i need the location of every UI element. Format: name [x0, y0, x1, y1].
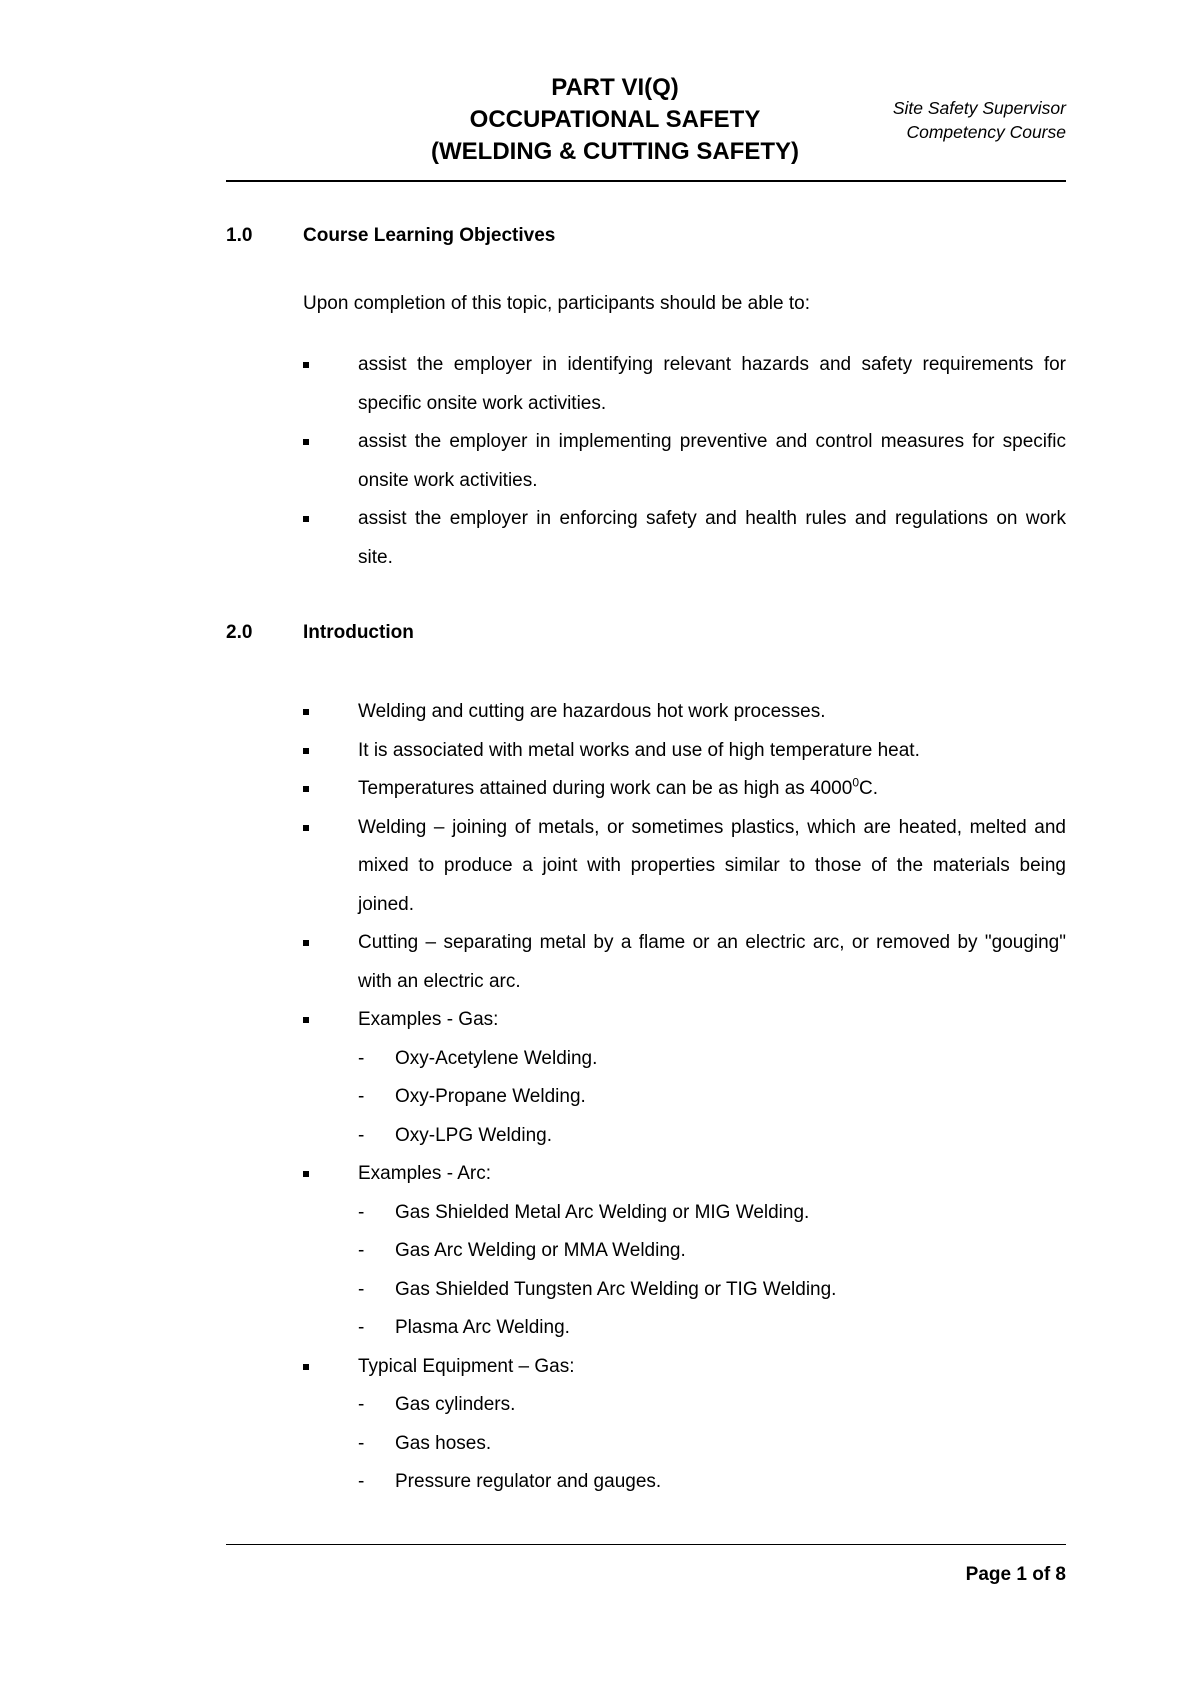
bullet-icon: [303, 786, 309, 792]
list-item-text-end: C.: [859, 778, 878, 799]
bullet-icon: [303, 516, 309, 522]
bullet-icon: [303, 439, 309, 445]
dash-marker: -: [358, 1047, 365, 1069]
bullet-icon: [303, 940, 309, 946]
list-item: [303, 346, 1066, 423]
list-item-text: assist the employer in enforcing safety and health rules and regulations on work site.: [358, 508, 1066, 568]
bullet-icon: [303, 709, 309, 715]
list-item-text: It is associated with metal works and use of high temperature heat.: [358, 739, 920, 761]
list-item: [303, 423, 1066, 500]
introduction-list: [303, 693, 1066, 1502]
section-number: 2.0: [226, 622, 253, 643]
sub-list-item: [303, 1117, 1066, 1156]
sub-list-item-text: Gas Shielded Tungsten Arc Welding or TIG Welding.: [395, 1278, 837, 1300]
list-item: [303, 809, 1066, 925]
list-item-text: Welding – joining of metals, or sometimes plastics, which are heated, melted and mixed to produce a joint with properties similar to those of the materials being joined.: [358, 816, 1066, 915]
list-item: [303, 1155, 1066, 1194]
list-item: [303, 693, 1066, 732]
course-line-1: Site Safety Supervisor: [892, 98, 1066, 118]
list-item-text: Examples - Arc:: [358, 1163, 492, 1184]
superscript: 0: [852, 775, 859, 790]
section-2-heading: [226, 620, 414, 646]
sub-list-item: [303, 1309, 1066, 1348]
sub-list-item-text: Gas Arc Welding or MMA Welding.: [395, 1240, 686, 1261]
document-title: [380, 72, 850, 168]
section-title: Introduction: [303, 622, 414, 643]
dash-marker: -: [358, 1432, 365, 1454]
title-line-1: PART VI(Q): [551, 74, 679, 101]
section-1-intro: Upon completion of this topic, participants should be able to:: [303, 293, 810, 314]
sub-list-item-text: Gas cylinders.: [395, 1394, 516, 1415]
list-item: [303, 500, 1066, 577]
list-item: [303, 1348, 1066, 1387]
dash-marker: -: [358, 1394, 365, 1415]
sub-list-item: [303, 1040, 1066, 1079]
dash-marker: -: [358, 1317, 365, 1338]
sub-list-item: [303, 1232, 1066, 1271]
sub-list-item: [303, 1425, 1066, 1464]
list-item-text: Cutting – separating metal by a flame or an electric arc, or removed by "gouging" with an electric arc.: [358, 932, 1066, 992]
header-divider: [226, 180, 1066, 182]
bullet-icon: [303, 825, 309, 831]
sub-list-item: [303, 1078, 1066, 1117]
sub-list-item: [303, 1271, 1066, 1310]
list-item: [303, 732, 1066, 771]
bullet-icon: [303, 748, 309, 754]
list-item: [303, 924, 1066, 1001]
bullet-icon: [303, 1364, 309, 1370]
list-item-text: Welding and cutting are hazardous hot work processes.: [358, 701, 826, 722]
list-item: [303, 770, 1066, 809]
dash-marker: -: [358, 1240, 365, 1261]
bullet-icon: [303, 1171, 309, 1177]
sub-list-item-text: Oxy-Propane Welding.: [395, 1086, 586, 1107]
list-item-text: assist the employer in implementing preventive and control measures for specific onsite work activities.: [358, 431, 1066, 491]
list-item-text: Typical Equipment – Gas:: [358, 1355, 575, 1377]
sub-list-item: [303, 1386, 1066, 1425]
list-item-text: Temperatures attained during work can be as high as 4000: [358, 778, 853, 799]
section-title: Course Learning Objectives: [303, 225, 556, 246]
dash-marker: -: [358, 1471, 365, 1492]
list-item-text: assist the employer in identifying relevant hazards and safety requirements for specific onsite work activities.: [358, 354, 1066, 414]
sub-list-item: [303, 1463, 1066, 1502]
title-line-3: (WELDING & CUTTING SAFETY): [431, 138, 799, 165]
sub-list-item-text: Oxy-LPG Welding.: [395, 1124, 552, 1146]
dash-marker: -: [358, 1086, 365, 1107]
dash-marker: -: [358, 1278, 365, 1300]
section-number: 1.0: [226, 225, 253, 246]
page-number: Page 1 of 8: [965, 1564, 1066, 1585]
sub-list-item-text: Gas hoses.: [395, 1432, 492, 1454]
list-item-text: Examples - Gas:: [358, 1009, 499, 1030]
sub-list-item-text: Plasma Arc Welding.: [395, 1317, 570, 1338]
footer-divider: [226, 1544, 1066, 1545]
course-line-2: Competency Course: [906, 122, 1066, 142]
bullet-icon: [303, 1017, 309, 1023]
bullet-icon: [303, 362, 309, 368]
title-line-2: OCCUPATIONAL SAFETY: [469, 106, 761, 133]
list-item: [303, 1001, 1066, 1040]
course-name: [893, 96, 1066, 144]
sub-list-item: [303, 1194, 1066, 1233]
objectives-list: [303, 346, 1066, 577]
dash-marker: -: [358, 1201, 365, 1223]
dash-marker: -: [358, 1124, 365, 1146]
sub-list-item-text: Gas Shielded Metal Arc Welding or MIG Welding.: [395, 1201, 810, 1223]
section-1-heading: [226, 223, 555, 249]
sub-list-item-text: Pressure regulator and gauges.: [395, 1471, 662, 1492]
sub-list-item-text: Oxy-Acetylene Welding.: [395, 1047, 598, 1069]
